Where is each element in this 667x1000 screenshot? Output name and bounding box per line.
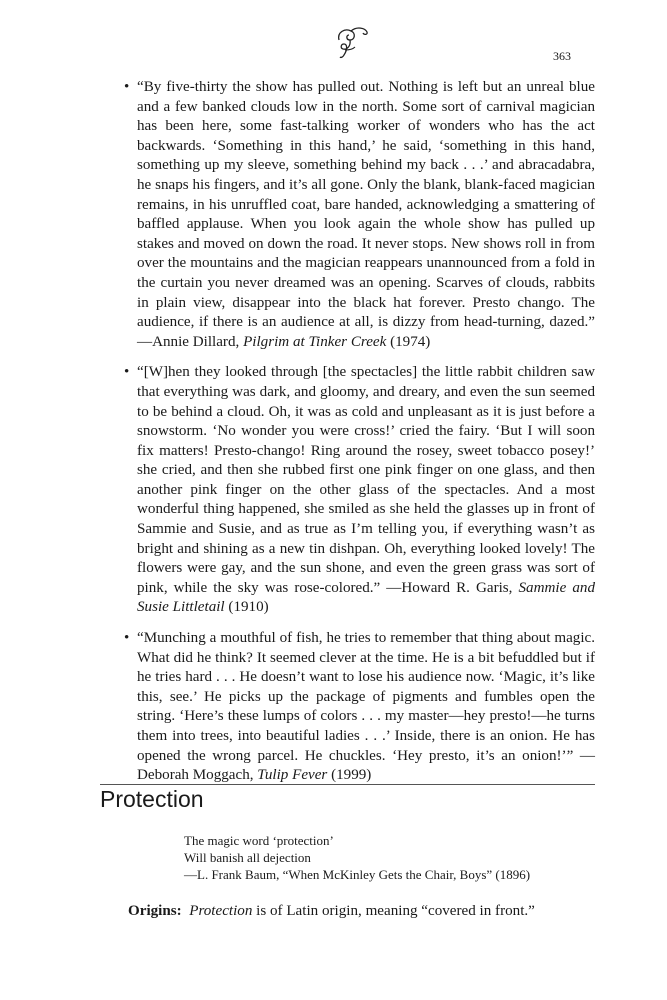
quote-work-title: Tulip Fever xyxy=(257,767,328,784)
epigraph xyxy=(184,832,530,883)
section-title: Protection xyxy=(100,786,204,812)
bullet-icon: • xyxy=(124,79,130,95)
quote-list xyxy=(124,78,595,797)
flourish-ornament-icon xyxy=(331,22,371,60)
quote-moggach xyxy=(124,629,595,786)
quote-year: (1910) xyxy=(224,599,269,616)
quote-text: “By five-thirty the show has pulled out. Nothing is left but an unreal blue and a few banked clouds low in the north. Some sort of carnival magician has been here, some fast-talking worker of wonders who has the act backwards. ‘Something in this hand,’ he said, ‘something in this hand, something up my sleeve, something behind my back . . .’ and abracadabra, he snaps his fingers, and it’s all gone. Only the blank, blank-faced magician remains, in his unruffled coat, bare handed, acknowledging a smattering of baffled applause. When you look again the whole show has pulled up stakes and moved on down the road. It never stops. New shows roll in from over the mountains and the magician reappears unannounced from a fold in the curtain you never dreamed was an opening. Scarves of clouds, rabbits in plain view, disappear into the black hat forever. Presto chango. The audience, if there is an audience at all, is dizzy from head-turning, dazed.” —Annie Dillard, xyxy=(137,79,595,350)
quote-year: (1974) xyxy=(386,333,431,350)
epigraph-line: The magic word ‘protection’ xyxy=(184,833,334,848)
epigraph-line: Will banish all dejection xyxy=(184,850,311,865)
bullet-icon: • xyxy=(124,364,130,381)
epigraph-attribution: —L. Frank Baum, “When McKinley Gets the Chair, Boys” (1896) xyxy=(184,867,531,882)
origins-label: Origins: xyxy=(128,903,182,919)
quote-year: (1999) xyxy=(327,767,372,784)
section-divider xyxy=(100,784,595,785)
origins-paragraph xyxy=(128,901,598,921)
quote-work-title: Pilgrim at Tinker Creek xyxy=(243,333,387,350)
quote-text: “[W]hen they looked through [the spectacles] the little rabbit children saw that everything was dark, and gloomy, and dreary, and even the sun seemed to be behind a cloud. Oh, it was as cold and unpleasant as it is just before a snowstorm. ‘No wonder you were cross!’ cried the fairy. ‘But I will soon fix matters! Presto-chango! Ring around the rosey, sweet tobacco posey!’ she cried, and then she rubbed first one pink finger on one glass, and then another pink finger on the other glass of the spectacles. And a most wonderful thing happened, she smiled as she held the glasses up in front of Sammie and Susie, and as true as I’m telling you, if everything wasn’t as bright and shining as a new tin dishpan. Oh, everything looked lovely! The flowers were gay, and the sun shone, and even the green grass was sort of pink, while the sky was rose-colored.” —Howard R. Garis, xyxy=(137,364,595,596)
quote-garis xyxy=(124,363,595,618)
origins-term: Protection xyxy=(189,903,253,919)
bullet-icon: • xyxy=(124,630,130,647)
origins-text: is of Latin origin, meaning “covered in front.” xyxy=(252,903,535,919)
quote-text: “Munching a mouthful of fish, he tries to remember that thing about magic. What did he think? It seemed clever at the time. He is a bit befuddled but if he tries hard . . . He doesn’t want to lose his audience now. ‘Magic, it’s like this, see.’ He picks up the package of pigments and fumbles open the string. ‘Here’s these lumps of colors . . . my master—hey presto!—he turns them into trees, into beautiful ladies . . .’ Inside, there is an onion. He has opened the wrong parcel. He chuckles. ‘Hey presto, it’s an onion!’” —Deborah Moggach, xyxy=(137,630,595,784)
page-number: 363 xyxy=(553,49,571,63)
quote-dillard xyxy=(124,78,595,352)
quote-work-title: Sammie and Susie Littletail xyxy=(137,579,595,616)
